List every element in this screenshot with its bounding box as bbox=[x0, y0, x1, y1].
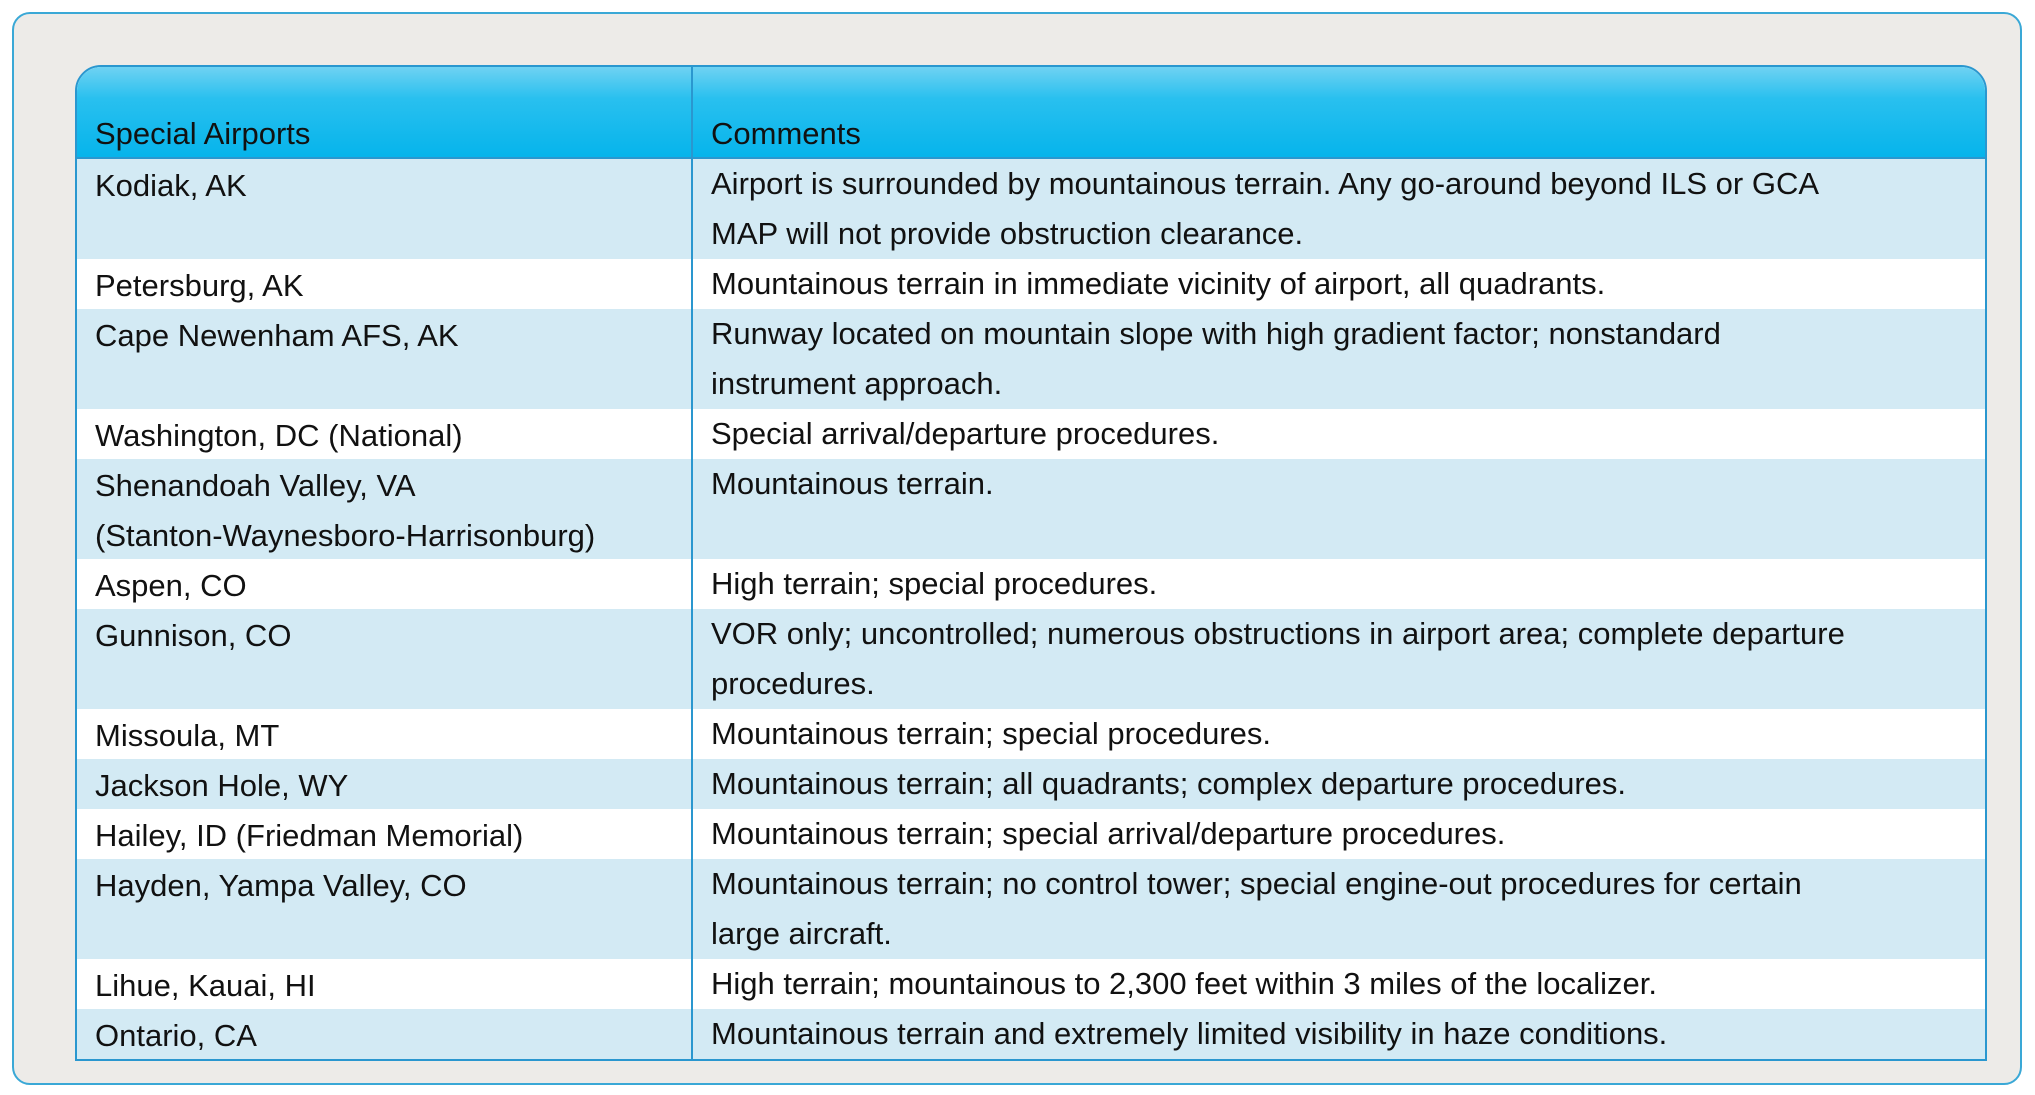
figure-frame bbox=[12, 12, 2022, 1085]
comment-line: High terrain; mountainous to 2,300 feet within 3 miles of the localizer. bbox=[711, 966, 1658, 1001]
comment-line: large aircraft. bbox=[711, 916, 892, 951]
table-row bbox=[77, 709, 1985, 759]
comment-cell bbox=[693, 809, 1985, 859]
airport-cell bbox=[77, 809, 693, 859]
comment-cell bbox=[693, 309, 1985, 409]
airport-cell bbox=[77, 559, 693, 609]
airport-line: Gunnison, CO bbox=[95, 618, 292, 653]
table-row bbox=[77, 259, 1985, 309]
comment-line: Mountainous terrain; all quadrants; complex departure procedures. bbox=[711, 766, 1627, 801]
table-row bbox=[77, 459, 1985, 559]
airport-cell bbox=[77, 159, 693, 259]
comment-line: procedures. bbox=[711, 666, 875, 701]
comment-line: High terrain; special procedures. bbox=[711, 566, 1158, 601]
comment-line: Mountainous terrain. bbox=[711, 466, 994, 501]
airport-line: Shenandoah Valley, VA bbox=[95, 468, 416, 503]
airport-line: Jackson Hole, WY bbox=[95, 768, 349, 803]
airport-cell bbox=[77, 609, 693, 709]
airport-cell bbox=[77, 859, 693, 959]
airport-cell bbox=[77, 459, 693, 559]
comment-cell bbox=[693, 709, 1985, 759]
header-comments: Comments bbox=[711, 116, 861, 151]
special-airports-table bbox=[75, 65, 1987, 1061]
table-row bbox=[77, 809, 1985, 859]
table-row bbox=[77, 959, 1985, 1009]
comment-line: Mountainous terrain in immediate vicinity of airport, all quadrants. bbox=[711, 266, 1606, 301]
comment-line: instrument approach. bbox=[711, 366, 1003, 401]
comment-cell bbox=[693, 609, 1985, 709]
comment-line: VOR only; uncontrolled; numerous obstructions in airport area; complete departure bbox=[711, 616, 1845, 651]
airport-cell bbox=[77, 759, 693, 809]
airport-cell bbox=[77, 1009, 693, 1059]
comment-line: Airport is surrounded by mountainous terrain. Any go-around beyond ILS or GCA bbox=[711, 166, 1820, 201]
airport-line: Hailey, ID (Friedman Memorial) bbox=[95, 818, 524, 853]
comment-line: Runway located on mountain slope with high gradient factor; nonstandard bbox=[711, 316, 1721, 351]
table-row bbox=[77, 309, 1985, 409]
table-row bbox=[77, 609, 1985, 709]
header-special-airports: Special Airports bbox=[77, 67, 693, 157]
airport-cell bbox=[77, 259, 693, 309]
airport-cell bbox=[77, 709, 693, 759]
comment-cell bbox=[693, 759, 1985, 809]
comment-line: Mountainous terrain and extremely limited visibility in haze conditions. bbox=[711, 1016, 1668, 1051]
comment-line: Special arrival/departure procedures. bbox=[711, 416, 1220, 451]
airport-line: Kodiak, AK bbox=[95, 168, 247, 203]
airport-line: Hayden, Yampa Valley, CO bbox=[95, 868, 467, 903]
comment-cell bbox=[693, 459, 1985, 559]
comment-cell bbox=[693, 1009, 1985, 1059]
airport-line: Washington, DC (National) bbox=[95, 418, 463, 453]
comment-cell bbox=[693, 259, 1985, 309]
comment-cell bbox=[693, 159, 1985, 259]
table-row bbox=[77, 1009, 1985, 1059]
table-body bbox=[77, 159, 1985, 1059]
comment-cell bbox=[693, 859, 1985, 959]
airport-line: Lihue, Kauai, HI bbox=[95, 968, 316, 1003]
comment-line: Mountainous terrain; no control tower; special engine-out procedures for certain bbox=[711, 866, 1802, 901]
airport-line: Ontario, CA bbox=[95, 1018, 257, 1053]
table-row bbox=[77, 409, 1985, 459]
airport-line: Aspen, CO bbox=[95, 568, 247, 603]
airport-line: Petersburg, AK bbox=[95, 268, 304, 303]
airport-line: (Stanton-Waynesboro-Harrisonburg) bbox=[95, 518, 596, 553]
comment-line: Mountainous terrain; special procedures. bbox=[711, 716, 1272, 751]
airport-cell bbox=[77, 309, 693, 409]
airport-cell bbox=[77, 959, 693, 1009]
comment-cell bbox=[693, 559, 1985, 609]
table-row bbox=[77, 559, 1985, 609]
airport-line: Missoula, MT bbox=[95, 718, 280, 753]
table-row bbox=[77, 859, 1985, 959]
table-row bbox=[77, 759, 1985, 809]
table-header-row bbox=[77, 67, 1985, 159]
comment-line: Mountainous terrain; special arrival/departure procedures. bbox=[711, 816, 1506, 851]
airport-line: Cape Newenham AFS, AK bbox=[95, 318, 459, 353]
airport-cell bbox=[77, 409, 693, 459]
comment-cell bbox=[693, 959, 1985, 1009]
table-row bbox=[77, 159, 1985, 259]
comment-line: MAP will not provide obstruction clearance. bbox=[711, 216, 1304, 251]
comment-cell bbox=[693, 409, 1985, 459]
